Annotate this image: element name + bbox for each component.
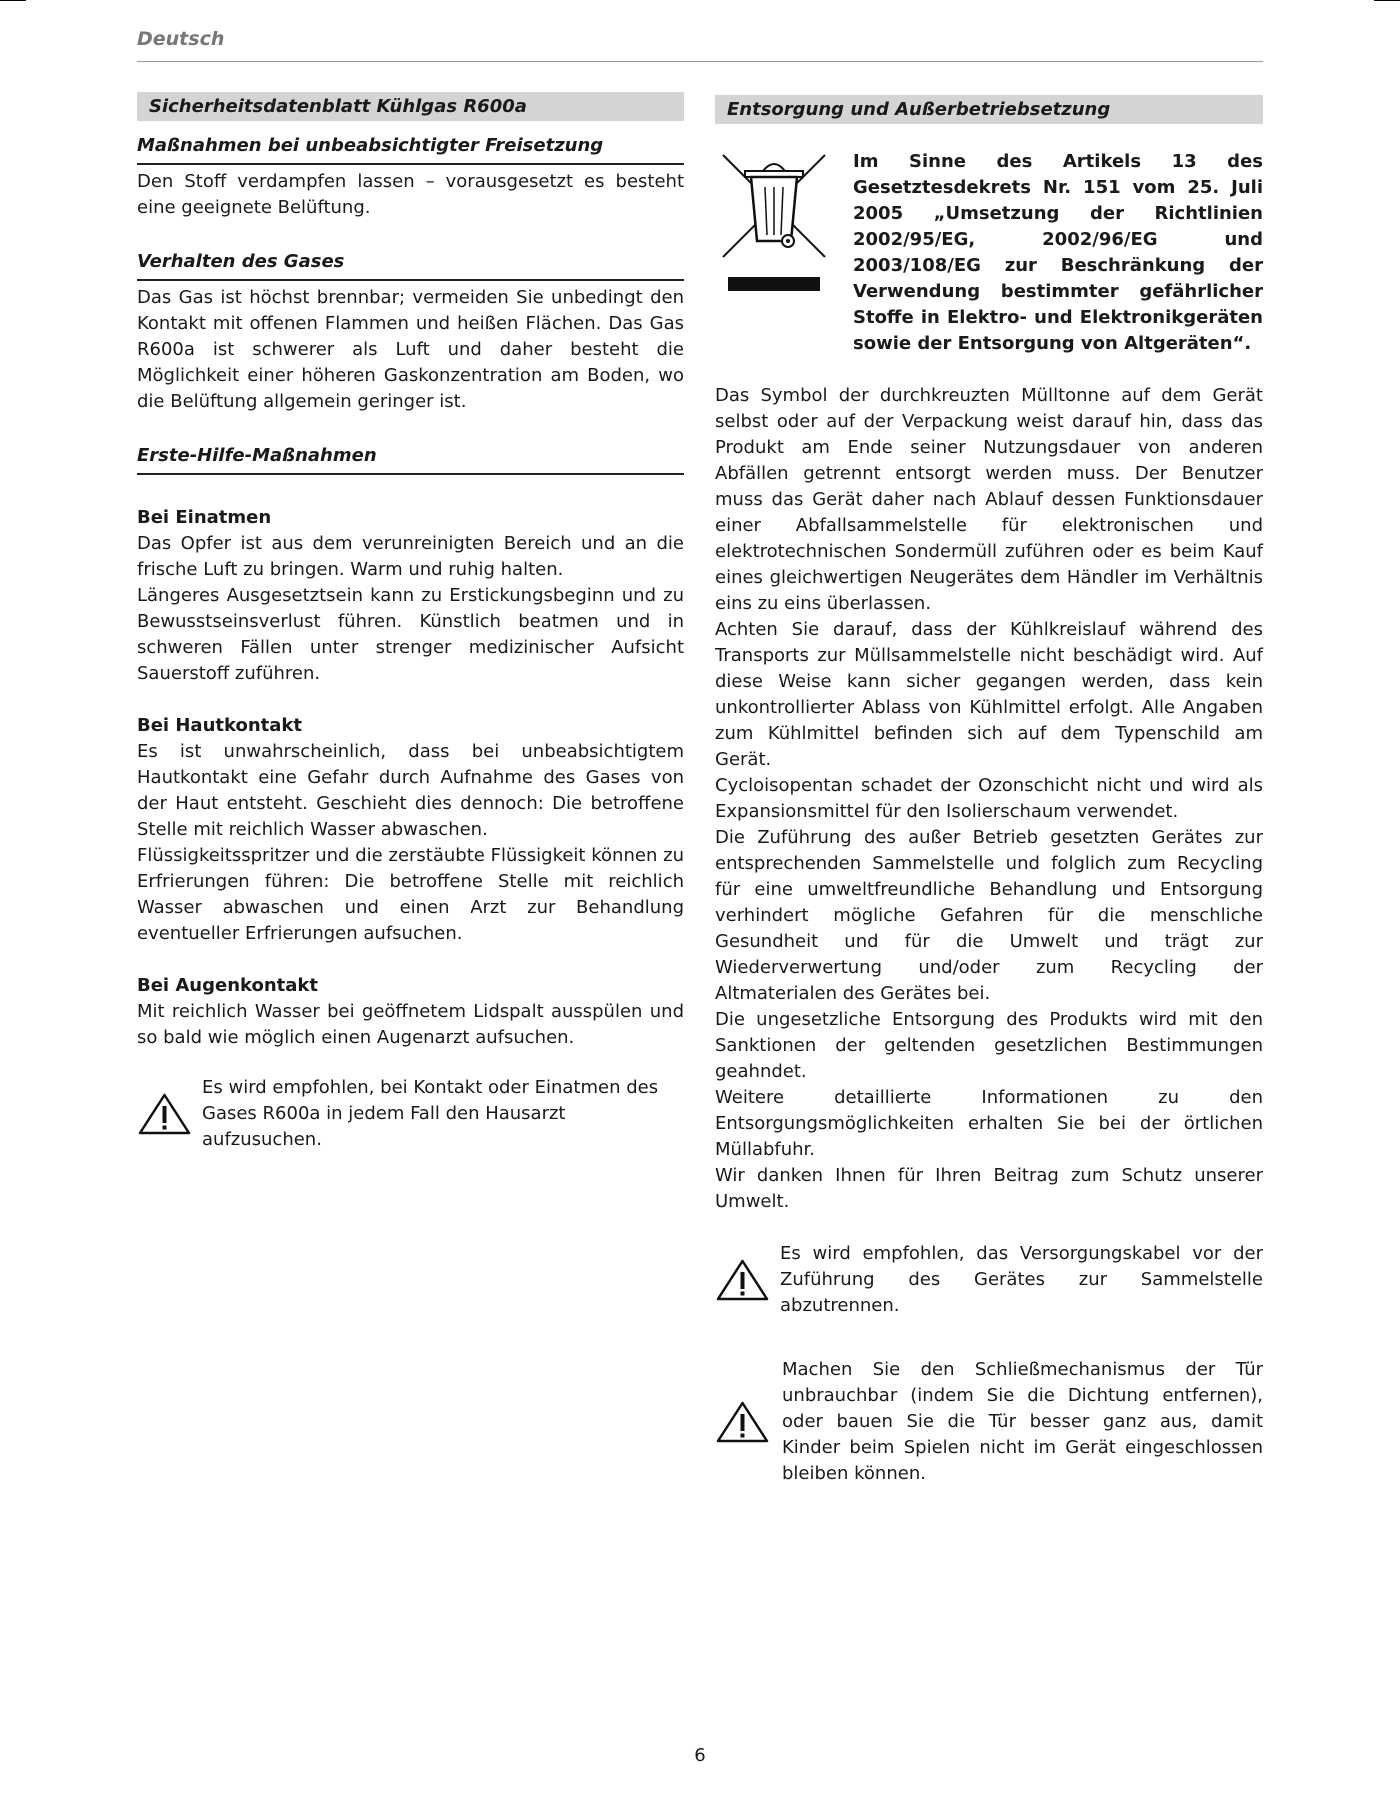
disposal-paragraph-7: Wir danken Ihnen für Ihren Beitrag zum Schutz unserer Umwelt. bbox=[715, 1165, 1263, 1212]
disposal-paragraph-3: Cycloisopentan schadet der Ozonschicht nicht und wird als Expansionsmittel für den Isolierschaum verwendet. bbox=[715, 775, 1263, 822]
skin-title: Bei Hautkontakt bbox=[137, 715, 302, 736]
subheading-release: Maßnahmen bei unbeabsichtigter Freisetzung bbox=[137, 135, 684, 165]
warning-cable-text: Es wird empfohlen, das Versorgungskabel vor der Zuführung des Gerätes zur Sammelstelle abzutrennen. bbox=[780, 1243, 1263, 1316]
right-column bbox=[715, 92, 1263, 1487]
warning-door-text: Machen Sie den Schließmechanismus der Tür unbrauchbar (indem Sie die Dichtung entfernen), oder bauen Sie die Tür besser ganz aus, damit Kinder beim Spielen nicht im Gerät eingeschlossen bleiben können. bbox=[782, 1359, 1263, 1484]
left-column bbox=[137, 92, 684, 1153]
disposal-paragraph-4: Die Zuführung des außer Betrieb gesetzten Gerätes zur entsprechenden Sammelstelle und folglich zum Recycling für eine umweltfreundliche Behandlung und Entsorgung verhindert mögliche Gefahren für die menschliche Gesundheit und für die Umwelt und trägt zur Wiederverwertung und/oder zum Recycling der Altmaterialen des Gerätes bei. bbox=[715, 827, 1263, 1004]
weee-block bbox=[715, 149, 1263, 357]
crop-mark-right bbox=[1374, 0, 1400, 1]
crop-mark-left bbox=[0, 0, 26, 1]
skin-text-2: Flüssigkeitsspritzer und die zerstäubte Flüssigkeit können zu Erfrierungen führen: Die betroffene Stelle mit reichlich Wasser abwaschen und einen Arzt zur Behandlung eventueller Erfrierungen aufsuchen. bbox=[137, 845, 684, 944]
decree-text: Im Sinne des Artikels 13 des Gesetztesdekrets Nr. 151 vom 25. Juli 2005 „Umsetzung der Richtlinien 2002/95/EG, 2002/96/EG und 2003/108/EG zur Beschränkung der Verwendung bestimmter gefährlicher Stoffe in Elektro- und Elektronikgeräten sowie der Entsorgung von Altgeräten“. bbox=[853, 151, 1263, 354]
inhale-title: Bei Einatmen bbox=[137, 507, 272, 528]
release-text: Den Stoff verdampfen lassen – vorausgesetzt es besteht eine geeignete Belüftung. bbox=[137, 171, 684, 218]
crossed-out-bin-icon bbox=[715, 149, 833, 299]
warning-door bbox=[715, 1357, 1263, 1487]
warning-triangle-icon bbox=[137, 1092, 192, 1136]
warning-doctor bbox=[137, 1075, 684, 1153]
subheading-gas-behaviour: Verhalten des Gases bbox=[137, 251, 684, 281]
section-title-disposal: Entsorgung und Außerbetriebsetzung bbox=[715, 95, 1263, 124]
gas-behaviour-text: Das Gas ist höchst brennbar; vermeiden Sie unbedingt den Kontakt mit offenen Flammen und heißen Flächen. Das Gas R600a ist schwerer als Luft und daher besteht die Möglichkeit einer höheren Gaskonzentration am Boden, wo die Belüftung allgemein geringer ist. bbox=[137, 287, 684, 412]
page-number: 6 bbox=[694, 1745, 706, 1766]
header-rule bbox=[137, 61, 1263, 62]
warning-triangle-icon bbox=[715, 1400, 770, 1444]
eye-title: Bei Augenkontakt bbox=[137, 975, 319, 996]
disposal-paragraphs bbox=[715, 383, 1263, 1215]
skin-text-1: Es ist unwahrscheinlich, dass bei unbeabsichtigtem Hautkontakt eine Gefahr durch Aufnahme des Gases von der Haut entsteht. Geschieht dies dennoch: Die betroffene Stelle mit reichlich Wasser abwaschen. bbox=[137, 741, 684, 840]
warning-cable bbox=[715, 1241, 1263, 1319]
disposal-paragraph-6: Weitere detaillierte Informationen zu den Entsorgungsmöglichkeiten erhalten Sie bei der örtlichen Müllabfuhr. bbox=[715, 1087, 1263, 1160]
eye-text: Mit reichlich Wasser bei geöffnetem Lidspalt ausspülen und so bald wie möglich einen Augenarzt aufsuchen. bbox=[137, 1001, 684, 1048]
disposal-paragraph-1: Das Symbol der durchkreuzten Mülltonne auf dem Gerät selbst oder auf der Verpackung weist darauf hin, dass das Produkt am Ende seiner Nutzungsdauer von anderen Abfällen getrennt entsorgt werden muss. Der Benutzer muss das Gerät daher nach Ablauf dessen Funktionsdauer einer Abfallsammelstelle für elektronischen und elektrotechnischen Sondermüll zuführen oder es beim Kauf eines gleichwertigen Neugerätes dem Händler im Verhältnis eins zu eins überlassen. bbox=[715, 385, 1263, 614]
subheading-first-aid: Erste-Hilfe-Maßnahmen bbox=[137, 445, 684, 475]
warning-triangle-icon bbox=[715, 1258, 770, 1302]
warning-doctor-text: Es wird empfohlen, bei Kontakt oder Einatmen des Gases R600a in jedem Fall den Hausarzt aufzusuchen. bbox=[202, 1077, 659, 1150]
inhale-text-2: Längeres Ausgesetztsein kann zu Erstickungsbeginn und zu Bewusstseinsverlust führen. Künstlich beatmen und in schweren Fällen unter strenger medizinischer Aufsicht Sauerstoff zuführen. bbox=[137, 585, 684, 684]
inhale-text-1: Das Opfer ist aus dem verunreinigten Bereich und an die frische Luft zu bringen. Warm und ruhig halten. bbox=[137, 533, 684, 580]
disposal-paragraph-2: Achten Sie darauf, dass der Kühlkreislauf während des Transports zur Müllsammelstelle nicht beschädigt wird. Auf diese Weise kann sicher gegangen werden, dass kein unkontrollierter Ablass von Kühlmittel erfolgt. Alle Angaben zum Kühlmittel befinden sich auf dem Typenschild am Gerät. bbox=[715, 619, 1263, 770]
section-title-safety-sheet: Sicherheitsdatenblatt Kühlgas R600a bbox=[137, 92, 684, 121]
disposal-paragraph-5: Die ungesetzliche Entsorgung des Produkts wird mit den Sanktionen der geltenden gesetzlichen Bestimmungen geahndet. bbox=[715, 1009, 1263, 1082]
header-language: Deutsch bbox=[137, 28, 225, 50]
